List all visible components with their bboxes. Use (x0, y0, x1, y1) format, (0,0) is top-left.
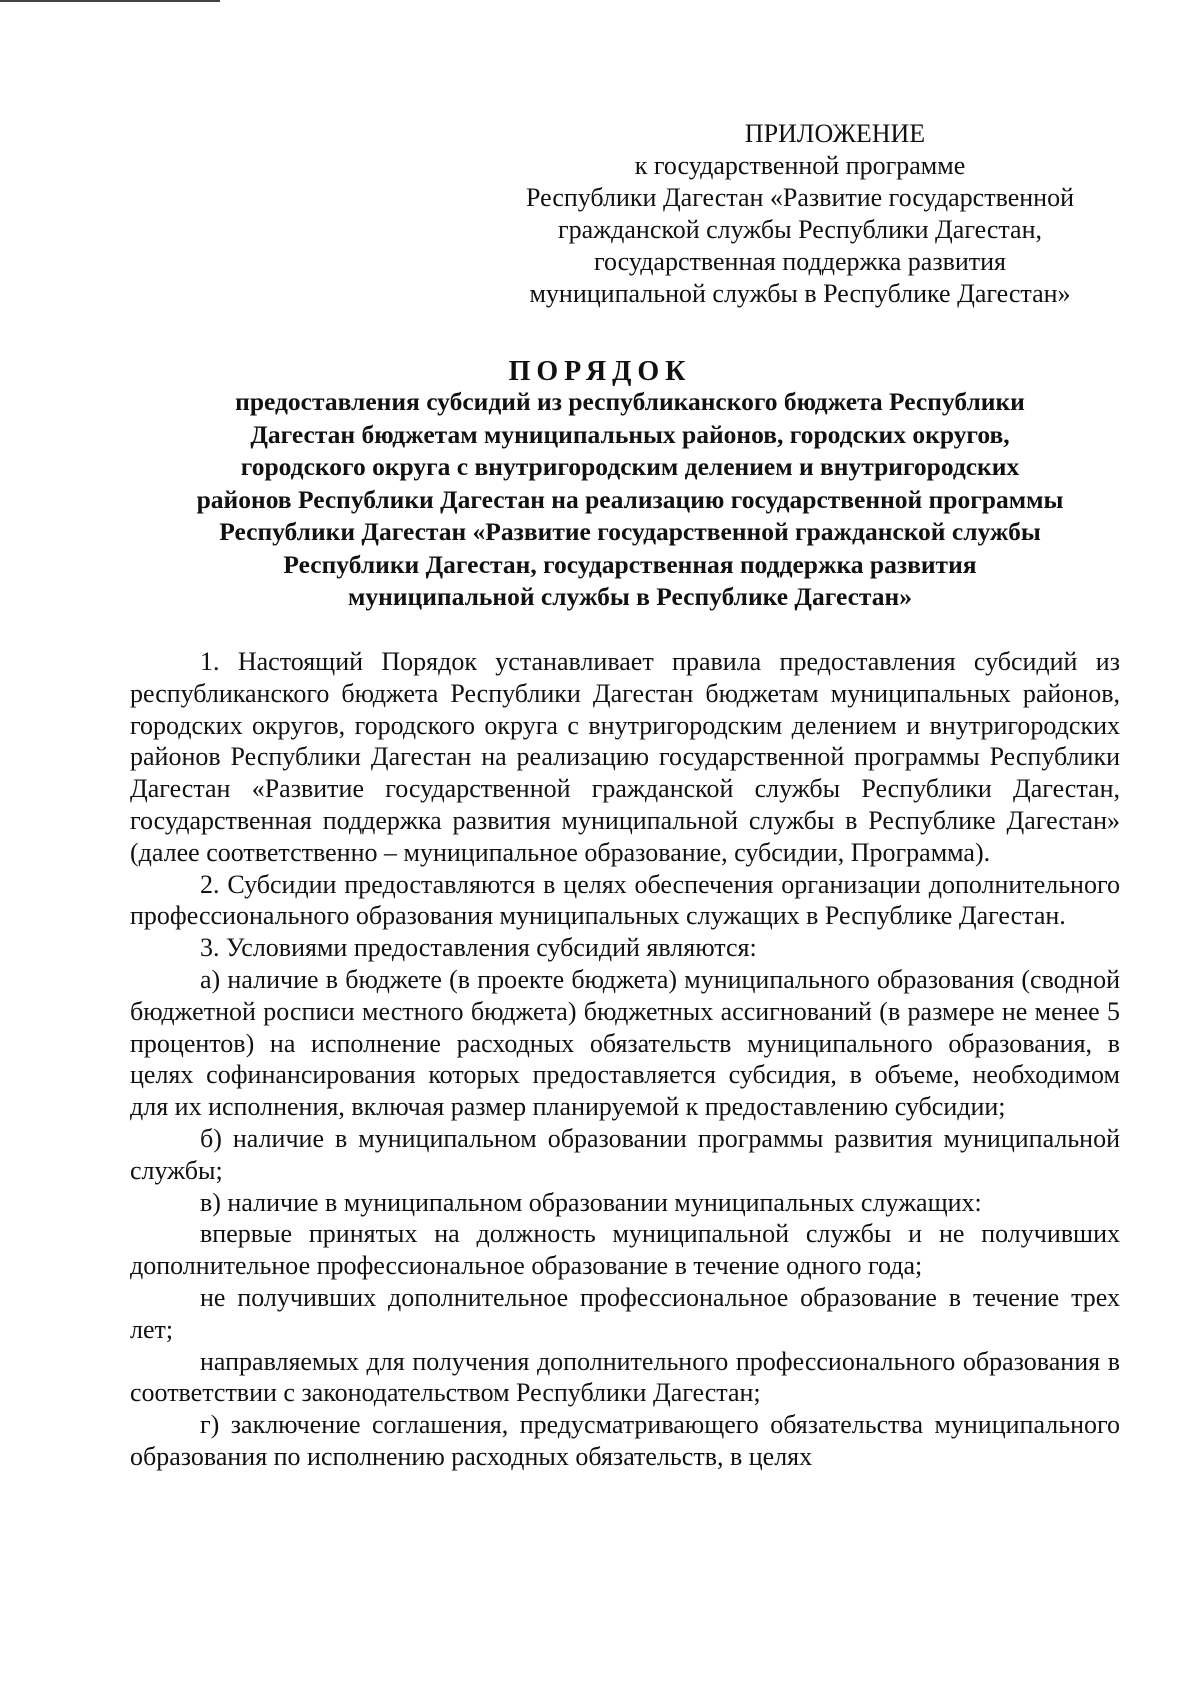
paragraph: 2. Субсидии предоставляются в целях обеспечения организации дополнительного профессионального образования муниципальных служащих в Республике Дагестан. (130, 869, 1120, 931)
subtitle-line: Республики Дагестан «Развитие государственной гражданской службы (219, 517, 1041, 546)
paragraph: 1. Настоящий Порядок устанавливает правила предоставления субсидий из республиканского бюджета Республики Дагестан бюджетам муниципальных районов, городских округов, городского округа с внутригородским делением и внутригородских районов Республики Дагестан на реализацию государственной программы Республики Дагестан «Развитие государственной гражданской службы Республики Дагестан, государственная поддержка развития муниципальной службы в Республике Дагестан» (далее соответственно – муниципальное образование, субсидии, Программа). (130, 647, 1120, 867)
appendix-line: к государственной программе (634, 151, 966, 180)
subtitle-line: Республики Дагестан, государственная поддержка развития (283, 549, 977, 579)
order-title: ПОРЯДОК (508, 356, 692, 387)
appendix-line: гражданской службы Республики Дагестан, (558, 215, 1042, 244)
paragraph: впервые принятых на должность муниципальной службы и не получивших дополнительное профессиональное образование в течение одного года; (130, 1219, 1120, 1281)
paragraph: в) наличие в муниципальном образовании муниципальных служащих: (200, 1187, 982, 1217)
paragraph: не получивших дополнительное профессиональное образование в течение трех лет; (130, 1282, 1120, 1344)
document-body (130, 646, 1120, 1473)
order-subtitle (125, 386, 1135, 614)
appendix-title: ПРИЛОЖЕНИЕ (744, 119, 926, 148)
subtitle-line: Дагестан бюджетам муниципальных районов, городских округов, (250, 419, 1010, 449)
subtitle-line: муниципальной службы в Республике Дагестан» (348, 582, 912, 611)
subtitle-line: предоставления субсидий из республиканского бюджета Республики (235, 387, 1025, 416)
appendix-header (470, 118, 1130, 310)
scan-edge-line (0, 0, 220, 2)
paragraph: г) заключение соглашения, предусматривающего обязательства муниципального образования по исполнению расходных обязательств, в целях (130, 1410, 1120, 1471)
paragraph: 3. Условиями предоставления субсидий являются: (200, 933, 757, 963)
appendix-line: муниципальной службы в Республике Дагестан» (529, 279, 1071, 308)
subtitle-line: районов Республики Дагестан на реализацию государственной программы (196, 484, 1064, 514)
subtitle-line: городского округа с внутригородским делением и внутригородских (240, 452, 1020, 481)
paragraph: а) наличие в бюджете (в проекте бюджета) муниципального образования (сводной бюджетной росписи местного бюджета) бюджетных ассигнований (в размере не менее 5 процентов) на исполнение расходных обязательств муниципального образования, в целях софинансирования которых предоставляется субсидия, в объеме, необходимом для их исполнения, включая размер планируемой к предоставлению субсидии; (130, 964, 1120, 1122)
paragraph: направляемых для получения дополнительного профессионального образования в соответствии с законодательством Республики Дагестан; (130, 1346, 1120, 1408)
paragraph: б) наличие в муниципальном образовании программы развития муниципальной службы; (130, 1123, 1120, 1185)
appendix-line: государственная поддержка развития (593, 247, 1007, 276)
appendix-line: Республики Дагестан «Развитие государственной (526, 183, 1074, 212)
